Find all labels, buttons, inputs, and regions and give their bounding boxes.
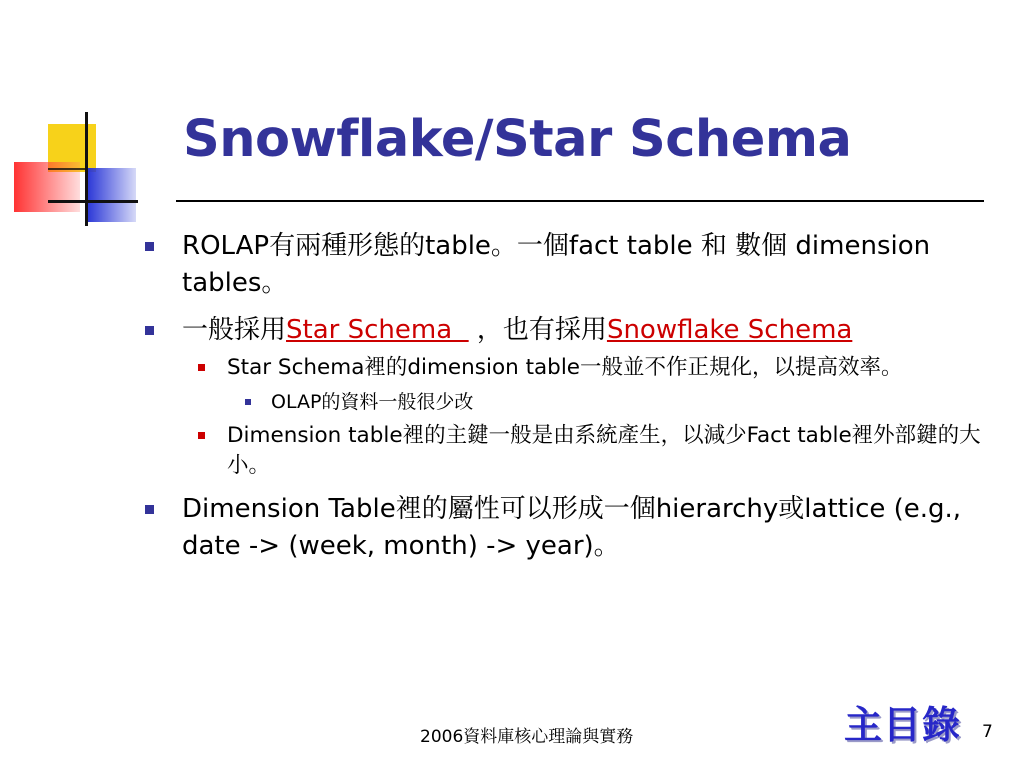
snowflake-schema-link[interactable]: Snowflake Schema [606,315,853,345]
title-underline [176,200,984,202]
bullet-item-2-1-1 [140,387,971,417]
square-bullet-icon [145,326,154,335]
slide-title: Snowflake/Star Schema [183,110,852,169]
bullet-item-1 [140,228,992,302]
slide-body [140,228,1000,565]
bullet-text: OLAP的資料一般很少改 [271,391,474,413]
page-number: 7 [982,722,993,742]
bullet-item-2-1 [140,353,987,383]
star-schema-link[interactable]: Star Schema [286,315,469,345]
bullet-item-2 [140,312,992,349]
horizontal-line-short [48,168,88,170]
bullet-text: Dimension table裡的主鍵一般是由系統產生，以減少Fact table裡外部鍵的大小。 [227,423,981,478]
blue-square [86,168,136,222]
bullet-item-3 [140,491,992,565]
square-bullet-icon [145,505,154,514]
decorative-squares [0,0,150,240]
horizontal-line [48,200,138,203]
footer-course-title: 2006資料庫核心理論與實務 [420,727,634,747]
bullet-text: Star Schema裡的dimension table一般並不作正規化，以提高效率。 [227,355,903,380]
bullet-text: 一般採用 [182,315,287,345]
square-bullet-icon [198,364,205,371]
bullet-text: ROLAP有兩種形態的table。一個fact table 和 數個 dimension tables。 [182,231,931,298]
table-of-contents-link[interactable]: 主目錄 [844,703,962,747]
bullet-item-2-2 [140,421,987,481]
bullet-text: Dimension Table裡的屬性可以形成一個hierarchy或lattice (e.g., date -> (week, month) -> year)。 [182,494,962,561]
square-bullet-icon [198,432,205,439]
square-bullet-icon [145,242,154,251]
bullet-text-cont: ，也有採用 [468,315,607,345]
square-bullet-icon [245,399,251,405]
